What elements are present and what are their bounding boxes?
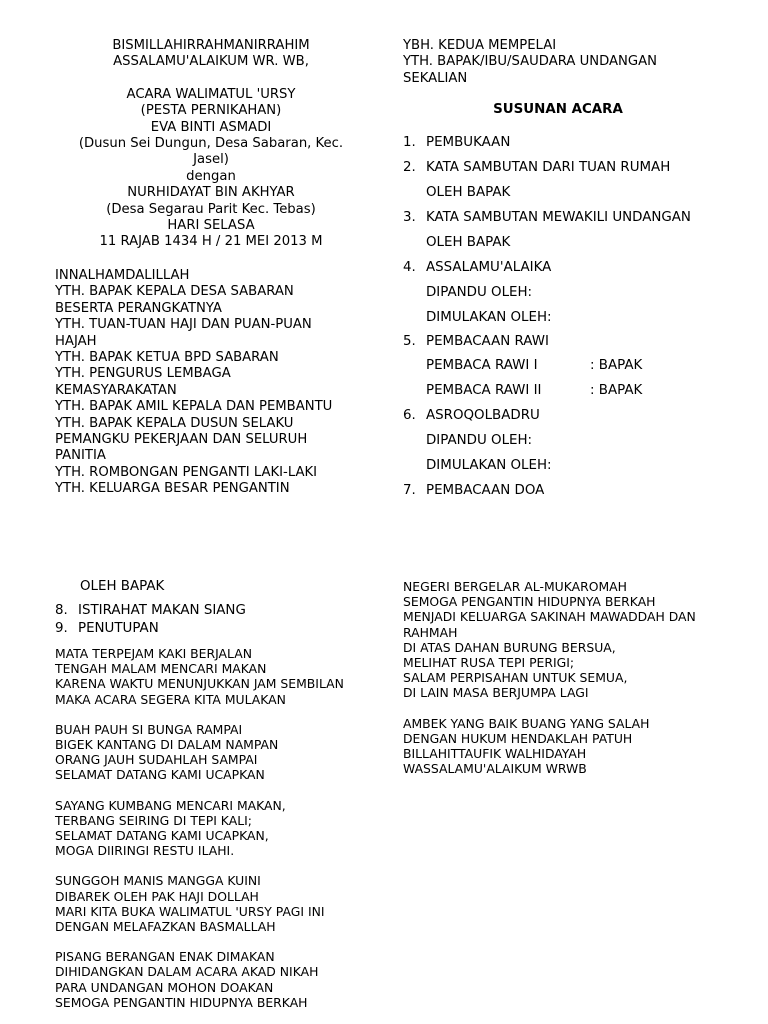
pantun-line: SEMOGA PENGANTIN HIDUPNYA BERKAH bbox=[55, 994, 308, 1010]
agenda-number: 3. bbox=[403, 210, 416, 225]
pantun-left bbox=[55, 646, 344, 1010]
agenda-item bbox=[403, 135, 510, 150]
pantun-line: DI ATAS DAHAN BURUNG BERSUA, bbox=[403, 639, 616, 655]
pantun-line: SEMOGA PENGANTIN HIDUPNYA BERKAH bbox=[403, 594, 656, 610]
agenda-number: 2. bbox=[403, 160, 416, 175]
pantun-line: BUAH PAUH SI BUNGA RAMPAI bbox=[55, 721, 243, 737]
agenda-text: ISTIRAHAT MAKAN SIANG bbox=[78, 603, 246, 618]
invitation-header bbox=[52, 38, 370, 251]
pantun-line: DENGAN HUKUM HENDAKLAH PATUH bbox=[403, 730, 633, 746]
agenda-item bbox=[403, 334, 549, 349]
agenda-title bbox=[403, 102, 713, 117]
pantun-line: SELAMAT DATANG KAMI UCAPKAN, bbox=[55, 828, 269, 844]
header-line: BISMILLAHIRRAHMANIRRAHIM bbox=[112, 38, 310, 53]
pantun-line: MATA TERPEJAM KAKI BERJALAN bbox=[55, 646, 252, 661]
header-line: EVA BINTI ASMADI bbox=[150, 119, 272, 135]
agenda-text: KATA SAMBUTAN MEWAKILI UNDANGAN bbox=[426, 210, 691, 225]
agenda-item bbox=[55, 621, 159, 636]
agenda-text: ASROQOLBADRU bbox=[426, 408, 540, 423]
agenda-item bbox=[403, 408, 540, 423]
reader-label: PEMBACA RAWI II bbox=[426, 383, 542, 398]
header-line: HARI SELASA bbox=[167, 218, 255, 234]
pantun-line: MENJADI KELUARGA SAKINAH MAWADDAH DAN bbox=[403, 609, 696, 625]
greeting-line: PEMANGKU PEKERJAAN DAN SELURUH bbox=[55, 432, 308, 448]
pantun-line: DIHIDANGKAN DALAM ACARA AKAD NIKAH bbox=[55, 964, 319, 980]
pantun-line: WASSALAMU'ALAIKUM WRWB bbox=[403, 761, 587, 777]
greeting-line: YTH. BAPAK KEPALA DUSUN SELAKU bbox=[55, 415, 294, 431]
pantun-line: TERBANG SEIRING DI TEPI KALI; bbox=[55, 812, 252, 828]
agenda-number: 9. bbox=[55, 621, 68, 636]
agenda-subline: DIPANDU OLEH: bbox=[426, 433, 533, 448]
agenda-subline bbox=[426, 358, 643, 373]
header-line: ASSALAMU'ALAIKUM WR. WB, bbox=[113, 54, 309, 70]
greeting-line: YTH. BAPAK/IBU/SAUDARA UNDANGAN bbox=[403, 54, 658, 70]
pantun-line: KARENA WAKTU MENUNJUKKAN JAM SEMBILAN bbox=[55, 676, 344, 692]
greeting-line: PANITIA bbox=[55, 448, 106, 464]
pantun-line: NEGERI BERGELAR AL-MUKAROMAH bbox=[403, 579, 627, 594]
pantun-line: MAKA ACARA SEGERA KITA MULAKAN bbox=[55, 691, 286, 707]
pantun-line: SALAM PERPISAHAN UNTUK SEMUA, bbox=[403, 670, 628, 686]
agenda-number: 8. bbox=[55, 603, 68, 618]
pantun-line: SAYANG KUMBANG MENCARI MAKAN, bbox=[55, 797, 286, 813]
agenda-item bbox=[403, 210, 691, 225]
pantun-line: BILLAHITTAUFIK WALHIDAYAH bbox=[403, 746, 587, 762]
agenda-item bbox=[55, 603, 246, 618]
agenda-item bbox=[403, 260, 551, 275]
pantun-line: TENGAH MALAM MENCARI MAKAN bbox=[55, 661, 267, 677]
pantun-line: SELAMAT DATANG KAMI UCAPKAN bbox=[55, 767, 265, 783]
pantun-line: DIBAREK OLEH PAK HAJI DOLLAH bbox=[55, 888, 259, 904]
greeting-line: YBH. KEDUA MEMPELAI bbox=[403, 38, 557, 53]
agenda-number: 4. bbox=[403, 260, 416, 275]
reader-value: : BAPAK bbox=[590, 358, 643, 373]
agenda-text: PENUTUPAN bbox=[78, 621, 159, 636]
agenda-text: PEMBACAAN RAWI bbox=[426, 334, 549, 349]
header-line: (Dusun Sei Dungun, Desa Sabaran, Kec. bbox=[78, 136, 344, 152]
agenda-text: PEMBUKAAN bbox=[426, 135, 511, 150]
pantun-line: SUNGGOH MANIS MANGGA KUINI bbox=[55, 873, 261, 889]
agenda-number: 6. bbox=[403, 408, 416, 423]
greeting-line: YTH. TUAN-TUAN HAJI DAN PUAN-PUAN bbox=[55, 317, 312, 333]
agenda-number: 1. bbox=[403, 135, 416, 150]
greeting-line: HAJAH bbox=[55, 333, 97, 349]
pantun-line: RAHMAH bbox=[403, 624, 458, 640]
agenda-item bbox=[403, 483, 544, 498]
greeting-line: KEMASYARAKATAN bbox=[55, 382, 177, 398]
header-line: (Desa Segarau Parit Kec. Tebas) bbox=[106, 201, 316, 217]
agenda-subline: OLEH BAPAK bbox=[426, 235, 511, 250]
pantun-line: PARA UNDANGAN MOHON DOAKAN bbox=[55, 979, 274, 995]
greeting-line: BESERTA PERANGKATNYA bbox=[55, 300, 222, 316]
agenda-subline: DIMULAKAN OLEH: bbox=[426, 310, 552, 325]
pantun-line: AMBEK YANG BAIK BUANG YANG SALAH bbox=[403, 715, 650, 731]
agenda-text: ASSALAMU'ALAIKA bbox=[426, 260, 552, 275]
header-line: NURHIDAYAT BIN AKHYAR bbox=[127, 185, 295, 201]
header-line: dengan bbox=[186, 168, 236, 184]
pantun-line: BIGEK KANTANG DI DALAM NAMPAN bbox=[55, 737, 279, 753]
reader-value: : BAPAK bbox=[590, 383, 643, 398]
agenda-subline bbox=[426, 383, 643, 398]
agenda-text: KATA SAMBUTAN DARI TUAN RUMAH bbox=[426, 160, 671, 175]
pantun-line: PISANG BERANGAN ENAK DIMAKAN bbox=[55, 949, 275, 965]
oleh-bapak-line: OLEH BAPAK bbox=[80, 579, 165, 594]
greeting-line: YTH. BAPAK KEPALA DESA SABARAN bbox=[55, 284, 294, 300]
header-line: 11 RAJAB 1434 H / 21 MEI 2013 M bbox=[99, 234, 323, 250]
pantun-line: ORANG JAUH SUDAHLAH SAMPAI bbox=[55, 752, 258, 768]
pantun-line: DENGAN MELAFAZKAN BASMALLAH bbox=[55, 919, 276, 935]
greeting-line: YTH. BAPAK KETUA BPD SABARAN bbox=[55, 350, 279, 366]
reader-label: PEMBACA RAWI I bbox=[426, 358, 538, 373]
greeting-line: SEKALIAN bbox=[403, 70, 468, 86]
agenda-subline: OLEH BAPAK bbox=[426, 185, 511, 200]
agenda-subline: DIMULAKAN OLEH: bbox=[426, 458, 552, 473]
pantun-line: MELIHAT RUSA TEPI PERIGI; bbox=[403, 655, 575, 671]
pantun-right bbox=[403, 579, 696, 776]
greeting-line: YTH. ROMBONGAN PENGANTI LAKI-LAKI bbox=[55, 464, 318, 480]
agenda-number: 5. bbox=[403, 334, 416, 349]
greeting-line: YTH. PENGURUS LEMBAGA bbox=[55, 366, 231, 382]
greeting-line: INNALHAMDALILLAH bbox=[55, 268, 190, 283]
pantun-line: DI LAIN MASA BERJUMPA LAGI bbox=[403, 685, 589, 701]
pantun-line: MOGA DIIRINGI RESTU ILAHI. bbox=[55, 843, 235, 859]
agenda-item bbox=[403, 160, 670, 175]
agenda-subline: DIPANDU OLEH: bbox=[426, 285, 533, 300]
header-line: Jasel) bbox=[193, 152, 229, 168]
pantun-line: MARI KITA BUKA WALIMATUL 'URSY PAGI INI bbox=[55, 903, 325, 919]
greeting-line: YTH. BAPAK AMIL KEPALA DAN PEMBANTU bbox=[55, 399, 333, 415]
greeting-line: YTH. KELUARGA BESAR PENGANTIN bbox=[55, 481, 290, 497]
agenda-text: PEMBACAAN DOA bbox=[426, 483, 545, 498]
header-line: ACARA WALIMATUL 'URSY bbox=[126, 86, 296, 102]
agenda-number: 7. bbox=[403, 483, 416, 498]
header-line: (PESTA PERNIKAHAN) bbox=[140, 103, 282, 119]
greetings-list bbox=[55, 268, 332, 498]
agenda-title-text: SUSUNAN ACARA bbox=[493, 102, 623, 117]
right-greetings bbox=[403, 38, 657, 87]
